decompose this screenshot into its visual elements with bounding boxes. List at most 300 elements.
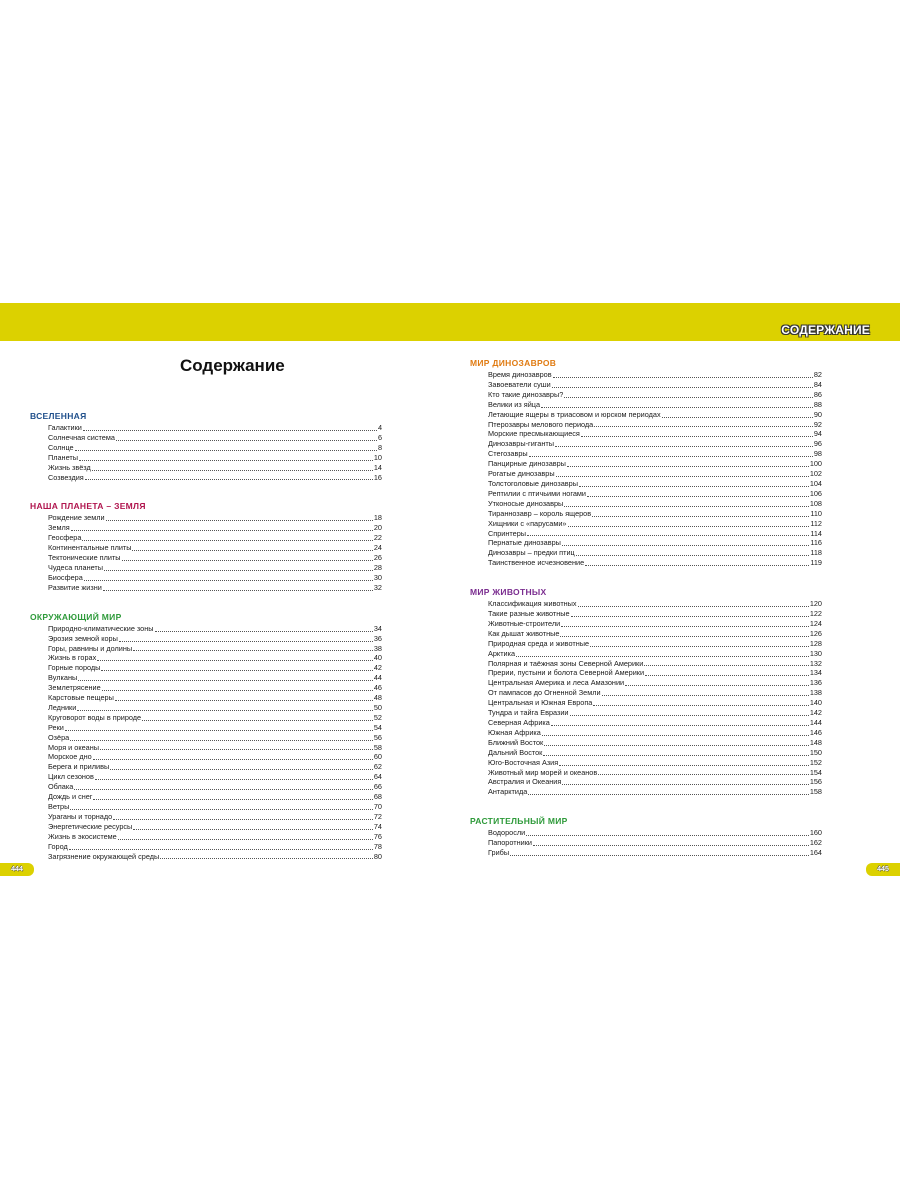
entry-page-number: 120 [809, 599, 822, 609]
entry-page-number: 108 [809, 498, 822, 508]
dot-leader [564, 506, 809, 507]
entry-page-number: 134 [809, 668, 822, 678]
toc-entry[interactable] [470, 449, 822, 459]
dot-leader [104, 570, 373, 571]
entry-title: Озёра [48, 732, 70, 742]
toc-entry[interactable] [470, 649, 822, 659]
entry-page-number: 48 [373, 693, 382, 703]
entry-title: Животный мир морей и океанов [488, 767, 598, 777]
entry-page-number: 32 [373, 582, 382, 592]
entry-title: Земля [48, 523, 70, 533]
entry-page-number: 58 [373, 742, 382, 752]
entry-page-number: 74 [373, 821, 382, 831]
band-title: СОДЕРЖАНИЕ [781, 323, 870, 337]
dot-leader [69, 849, 373, 850]
dot-leader [118, 839, 373, 840]
dot-leader [598, 774, 809, 775]
entry-page-number: 132 [809, 658, 822, 668]
dot-leader [555, 446, 813, 447]
toc-entry[interactable] [30, 663, 382, 673]
toc-section [470, 586, 822, 797]
section-title: МИР ДИНОЗАВРОВ [470, 358, 557, 368]
entry-title: Тираннозавр – король ящеров [488, 508, 592, 518]
entry-title: Дальний Восток [488, 747, 543, 757]
entry-page-number: 44 [373, 673, 382, 683]
toc-entry[interactable] [470, 848, 822, 858]
entry-page-number: 66 [373, 782, 382, 792]
dot-leader [578, 606, 809, 607]
dot-leader [74, 789, 373, 790]
dot-leader [71, 530, 373, 531]
dot-leader [84, 580, 373, 581]
toc-entry[interactable] [30, 683, 382, 693]
entry-title: Чудеса планеты [48, 562, 104, 572]
entry-page-number: 138 [809, 688, 822, 698]
entry-page-number: 90 [813, 409, 822, 419]
entry-page-number: 158 [809, 787, 822, 797]
toc-entry[interactable] [470, 538, 822, 548]
toc-entry[interactable] [470, 718, 822, 728]
toc-entry[interactable] [470, 659, 822, 669]
dot-leader [590, 646, 809, 647]
toc-entry[interactable] [30, 653, 382, 663]
entry-title: Жизнь в экосистеме [48, 831, 117, 841]
entry-page-number: 70 [373, 802, 382, 811]
entry-page-number: 18 [373, 513, 382, 523]
entry-title: Природная среда и животные [488, 638, 590, 648]
entry-title: Классификация животных [488, 599, 577, 609]
entry-title: Реки [48, 722, 64, 732]
toc-entry[interactable] [470, 708, 822, 718]
entry-page-number: 6 [377, 432, 382, 442]
entry-title: Цикл сезонов [48, 772, 94, 782]
dot-leader [133, 650, 373, 651]
toc-entry[interactable] [30, 743, 382, 753]
entry-title: Моря и океаны [48, 742, 99, 752]
dot-leader [155, 631, 373, 632]
toc-entry[interactable] [470, 420, 822, 430]
toc-entry[interactable] [30, 752, 382, 762]
toc-entry[interactable] [30, 634, 382, 644]
entry-page-number: 24 [373, 543, 382, 553]
dot-leader [585, 565, 809, 566]
toc-entry[interactable] [470, 489, 822, 499]
dot-leader [567, 466, 809, 467]
entry-title: Карстовые пещеры [48, 693, 114, 703]
dot-leader [528, 794, 809, 795]
entry-title: Геосфера [48, 533, 82, 543]
right-page-number: 445 [866, 863, 900, 876]
toc-entry[interactable] [470, 619, 822, 629]
toc-section [30, 611, 382, 862]
toc-entry[interactable] [30, 772, 382, 782]
toc-entry[interactable] [470, 469, 822, 479]
dot-leader [592, 516, 809, 517]
dot-leader [542, 735, 809, 736]
entry-page-number: 28 [373, 562, 382, 572]
dot-leader [576, 555, 810, 556]
toc-entry[interactable] [470, 370, 822, 380]
dot-leader [103, 590, 373, 591]
entry-page-number: 38 [373, 643, 382, 653]
dot-leader [543, 755, 808, 756]
entry-title: От пампасов до Огненной Земли [488, 688, 601, 698]
dot-leader [142, 720, 373, 721]
dot-leader [93, 799, 372, 800]
entry-page-number: 34 [373, 623, 382, 633]
entry-page-number: 140 [809, 698, 822, 708]
toc-section [470, 815, 822, 858]
toc-entry[interactable] [470, 558, 822, 568]
dot-leader [122, 560, 373, 561]
entry-page-number: 62 [373, 762, 382, 772]
entry-title: Вулканы [48, 673, 78, 683]
dot-leader [556, 476, 809, 477]
dot-leader [625, 685, 809, 686]
entry-title: Берега и приливы [48, 762, 110, 772]
toc-entry[interactable] [470, 639, 822, 649]
entry-page-number: 94 [813, 429, 822, 439]
dot-leader [602, 695, 809, 696]
toc-entry[interactable] [470, 738, 822, 748]
entry-title: Рогатые динозавры [488, 469, 555, 479]
dot-leader [571, 616, 809, 617]
toc-entry[interactable] [470, 599, 822, 609]
toc-entry[interactable] [30, 553, 382, 563]
entry-page-number: 150 [809, 747, 822, 757]
entry-title: Планеты [48, 452, 78, 462]
toc-entry[interactable] [30, 723, 382, 733]
entry-title: Землетрясение [48, 683, 101, 693]
entry-page-number: 98 [813, 449, 822, 459]
toc-entry[interactable] [30, 573, 382, 583]
dot-leader [594, 426, 813, 427]
toc-entry[interactable] [30, 842, 382, 852]
toc-entry[interactable] [30, 453, 382, 463]
toc-entry[interactable] [30, 583, 382, 593]
toc-entry[interactable] [30, 802, 382, 812]
toc-entry[interactable] [470, 548, 822, 558]
dot-leader [102, 690, 373, 691]
dot-leader [559, 765, 809, 766]
entry-page-number: 10 [373, 452, 382, 462]
header-band [0, 303, 900, 341]
entry-page-number: 76 [373, 831, 382, 841]
entry-title: Птерозавры мелового периода [488, 419, 594, 429]
entry-page-number: 160 [809, 828, 822, 838]
entry-page-number: 142 [809, 708, 822, 718]
toc-entry[interactable] [470, 380, 822, 390]
entry-title: Толстоголовые динозавры [488, 478, 578, 488]
toc-entry[interactable] [470, 529, 822, 539]
toc-entry[interactable] [470, 519, 822, 529]
toc-entry[interactable] [470, 828, 822, 838]
entry-title: Солнечная система [48, 432, 115, 442]
entry-title: Динозавры-гиганты [488, 439, 554, 449]
toc-entry[interactable] [470, 429, 822, 439]
entry-title: Утконосые динозавры [488, 498, 564, 508]
entry-page-number: 118 [810, 548, 822, 558]
toc-entry[interactable] [470, 768, 822, 778]
entry-page-number: 40 [373, 653, 382, 663]
entry-title: Тундра и тайга Евразии [488, 708, 569, 718]
entry-page-number: 14 [373, 462, 382, 472]
entry-title: Город [48, 841, 68, 851]
dot-leader [115, 700, 373, 701]
toc-entry[interactable] [470, 728, 822, 738]
dot-leader [562, 545, 809, 546]
entry-title: Рептилии с птичьими ногами [488, 488, 586, 498]
entry-title: Пернатые динозавры [488, 538, 561, 548]
entry-page-number: 16 [373, 472, 382, 482]
dot-leader [132, 550, 372, 551]
toc-entry[interactable] [30, 563, 382, 573]
toc-entry[interactable] [470, 838, 822, 848]
entry-title: Летающие ящеры в триасовом и юрском периодах [488, 409, 661, 419]
entry-title: Динозавры – предки птиц [488, 548, 575, 558]
entry-title: Хищники с «парусами» [488, 518, 567, 528]
toc-entry[interactable] [470, 439, 822, 449]
toc-entry[interactable] [30, 703, 382, 713]
toc-entry[interactable] [30, 523, 382, 533]
entry-title: Биосфера [48, 572, 83, 582]
entry-title: Жизнь в горах [48, 653, 97, 663]
section-title: МИР ЖИВОТНЫХ [470, 587, 547, 598]
dot-leader [77, 710, 373, 711]
toc-section [30, 410, 382, 482]
dot-leader [561, 626, 809, 627]
dot-leader [510, 855, 809, 856]
toc-entry[interactable] [30, 792, 382, 802]
dot-leader [110, 769, 373, 770]
entry-page-number: 60 [373, 752, 382, 762]
dot-leader [579, 486, 809, 487]
toc-entry[interactable] [30, 782, 382, 792]
dot-leader [93, 759, 373, 760]
dot-leader [526, 835, 809, 836]
entry-page-number: 82 [813, 370, 822, 379]
entry-page-number: 22 [373, 533, 382, 543]
entry-page-number: 104 [809, 478, 822, 488]
toc-entry[interactable] [30, 644, 382, 654]
toc-entry[interactable] [470, 609, 822, 619]
toc-entry[interactable] [470, 629, 822, 639]
entry-title: Панцирные динозавры [488, 459, 566, 469]
toc-entry[interactable] [30, 443, 382, 453]
toc-entry[interactable] [30, 473, 382, 483]
dot-leader [133, 829, 373, 830]
toc-entry[interactable] [470, 698, 822, 708]
entry-title: Ураганы и торнадо [48, 811, 113, 821]
entry-title: Созвездия [48, 472, 84, 482]
toc-entry[interactable] [470, 410, 822, 420]
entry-title: Водоросли [488, 828, 526, 838]
toc-entry[interactable] [30, 693, 382, 703]
dot-leader [568, 526, 810, 527]
entry-title: Как дышат животные [488, 628, 560, 638]
dot-leader [533, 845, 809, 846]
dot-leader [581, 436, 813, 437]
entry-page-number: 116 [810, 538, 822, 548]
entry-page-number: 30 [373, 572, 382, 582]
entry-title: Облака [48, 782, 74, 792]
dot-leader [551, 725, 809, 726]
page-title: Содержание [180, 356, 285, 375]
dot-leader [106, 520, 373, 521]
entry-page-number: 146 [809, 727, 822, 737]
dot-leader [78, 680, 373, 681]
entry-title: Полярная и таёжная зоны Северной Америки [488, 658, 644, 668]
entry-page-number: 36 [373, 633, 382, 643]
entry-page-number: 148 [809, 737, 822, 747]
toc-entry[interactable] [470, 758, 822, 768]
dot-leader [70, 740, 373, 741]
entry-page-number: 112 [810, 518, 822, 528]
entry-title: Велики из яйца [488, 399, 541, 409]
dot-leader [560, 636, 808, 637]
entry-title: Природно-климатические зоны [48, 623, 154, 633]
dot-leader [65, 730, 373, 731]
toc-entry[interactable] [470, 748, 822, 758]
toc-entry[interactable] [30, 832, 382, 842]
entry-page-number: 130 [809, 648, 822, 658]
entry-title: Австралия и Океания [488, 777, 562, 787]
entry-page-number: 8 [377, 442, 382, 452]
dot-leader [544, 745, 809, 746]
toc-entry[interactable] [470, 509, 822, 519]
entry-title: Морские пресмыкающиеся [488, 429, 580, 439]
entry-title: Животные-строители [488, 618, 561, 628]
toc-entry[interactable] [470, 459, 822, 469]
dot-leader [75, 450, 377, 451]
toc-entry[interactable] [30, 733, 382, 743]
entry-page-number: 122 [809, 609, 822, 619]
toc-section [30, 500, 382, 592]
dot-leader [83, 430, 377, 431]
section-title: ВСЕЛЕННАЯ [30, 411, 87, 421]
toc-entry[interactable] [30, 713, 382, 723]
entry-page-number: 106 [809, 488, 822, 498]
entry-title: Кто такие динозавры? [488, 389, 564, 399]
entry-title: Тектонические плиты [48, 553, 121, 563]
entry-page-number: 52 [373, 712, 382, 722]
toc-entry[interactable] [30, 762, 382, 772]
entry-title: Прерии, пустыни и болота Северной Америки [488, 668, 645, 678]
entry-title: Стегозавры [488, 449, 528, 459]
toc-entry[interactable] [470, 678, 822, 688]
toc-entry[interactable] [470, 400, 822, 410]
entry-title: Время динозавров [488, 370, 552, 379]
section-title: НАША ПЛАНЕТА – ЗЕМЛЯ [30, 501, 146, 512]
toc-entry[interactable] [470, 499, 822, 509]
entry-title: Ледники [48, 702, 77, 712]
entry-page-number: 46 [373, 683, 382, 693]
entry-page-number: 56 [373, 732, 382, 742]
dot-leader [119, 641, 373, 642]
left-page-number: 444 [0, 863, 34, 876]
dot-leader [562, 784, 809, 785]
dot-leader [100, 749, 373, 750]
entry-page-number: 96 [813, 439, 822, 449]
entry-title: Развитие жизни [48, 582, 102, 592]
entry-page-number: 164 [809, 848, 822, 858]
dot-leader [570, 715, 809, 716]
dot-leader [541, 407, 813, 408]
entry-page-number: 78 [373, 841, 382, 851]
entry-title: Жизнь звёзд [48, 462, 91, 472]
entry-page-number: 26 [373, 553, 382, 563]
dot-leader [516, 656, 809, 657]
dot-leader [95, 779, 373, 780]
dot-leader [70, 809, 373, 810]
dot-leader [662, 417, 813, 418]
toc-entry[interactable] [30, 463, 382, 473]
toc-entry[interactable] [470, 777, 822, 787]
toc-entry[interactable] [30, 513, 382, 523]
dot-leader [97, 660, 373, 661]
toc-entry[interactable] [30, 812, 382, 822]
entry-title: Морское дно [48, 752, 92, 762]
entry-title: Такие разные животные [488, 609, 570, 619]
dot-leader [116, 440, 377, 441]
entry-page-number: 42 [373, 663, 382, 673]
dot-leader [85, 479, 373, 480]
toc-entry[interactable] [470, 688, 822, 698]
toc-entry[interactable] [30, 533, 382, 543]
toc-entry[interactable] [30, 852, 382, 862]
dot-leader [113, 819, 373, 820]
entry-title: Арктика [488, 648, 516, 658]
toc-right-column [470, 357, 822, 876]
entry-page-number: 20 [373, 523, 382, 533]
toc-entry[interactable] [30, 673, 382, 683]
toc-entry[interactable] [30, 822, 382, 832]
toc-entry[interactable] [470, 390, 822, 400]
toc-entry[interactable] [470, 787, 822, 797]
entry-title: Континентальные плиты [48, 543, 132, 553]
entry-title: Эрозия земной коры [48, 633, 118, 643]
entry-title: Папоротники [488, 838, 532, 848]
entry-page-number: 124 [809, 618, 822, 628]
entry-title: Дождь и снег [48, 792, 93, 802]
entry-page-number: 128 [809, 638, 822, 648]
entry-title: Энергетические ресурсы [48, 821, 133, 831]
toc-entry[interactable] [30, 423, 382, 433]
toc-entry[interactable] [30, 433, 382, 443]
entry-title: Спринтеры [488, 528, 527, 538]
dot-leader [645, 675, 809, 676]
entry-title: Южная Африка [488, 727, 541, 737]
section-title: РАСТИТЕЛЬНЫЙ МИР [470, 816, 568, 827]
entry-title: Солнце [48, 442, 74, 452]
entry-title: Загрязнение окружающей среды [48, 851, 160, 861]
entry-page-number: 92 [813, 419, 822, 429]
toc-entry[interactable] [30, 624, 382, 634]
entry-title: Таинственное исчезновение [488, 558, 585, 568]
section-title: ОКРУЖАЮЩИЙ МИР [30, 611, 122, 622]
toc-entry[interactable] [30, 543, 382, 553]
entry-page-number: 136 [809, 678, 822, 688]
toc-entry[interactable] [470, 479, 822, 489]
dot-leader [529, 456, 813, 457]
toc-entry[interactable] [470, 668, 822, 678]
entry-page-number: 84 [813, 379, 822, 389]
entry-title: Северная Африка [488, 718, 550, 727]
entry-title: Завоеватели суши [488, 379, 551, 389]
entry-page-number: 4 [377, 423, 382, 432]
entry-page-number: 126 [809, 628, 822, 638]
entry-page-number: 50 [373, 702, 382, 712]
